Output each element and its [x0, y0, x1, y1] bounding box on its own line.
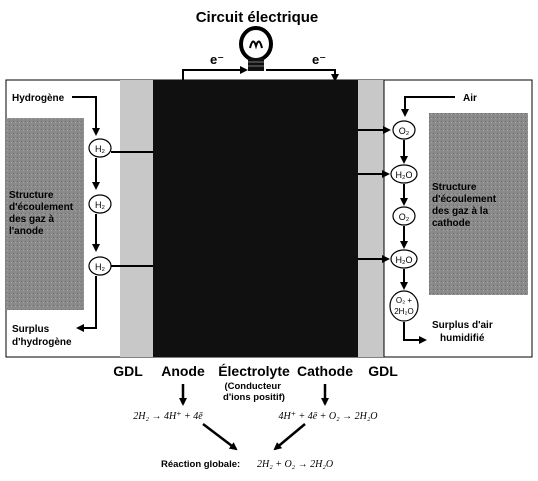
svg-text:O₂: O₂ [398, 212, 410, 222]
air-surplus-label: Surplus d'air humidifié [432, 320, 493, 344]
gdl-right-layer [358, 80, 384, 357]
h2-molecule [89, 195, 111, 213]
electron-label-left: e⁻ [210, 52, 225, 67]
svg-text:O₂: O₂ [398, 126, 410, 136]
svg-text:H₂: H₂ [95, 200, 105, 210]
svg-text:2H₂O: 2H₂O [394, 307, 414, 316]
anode-label: Anode [161, 363, 205, 379]
svg-text:H₂: H₂ [95, 144, 105, 154]
h2o-molecule [391, 250, 417, 268]
svg-text:O₂ +: O₂ + [395, 296, 413, 305]
circuit-title: Circuit électrique [195, 9, 319, 26]
o2-h2o-molecule [390, 291, 418, 321]
o2-molecule [393, 207, 415, 225]
cathode-flow-label: Structure d'écoulement des gaz à la cathode [432, 182, 497, 229]
electron-label-right: e⁻ [312, 52, 327, 67]
svg-text:H₂: H₂ [95, 262, 105, 272]
electrolyte-sublabel: (Conducteur d'ions positif) [223, 381, 285, 403]
hydrogen-surplus-label: Surplus d'hydrogène [12, 324, 72, 348]
gdl-left-label: GDL [113, 363, 143, 379]
hydrogen-label: Hydrogène [12, 93, 65, 104]
svg-text:H₂O: H₂O [395, 170, 413, 180]
global-reaction-label: Réaction globale: [161, 459, 241, 470]
light-bulb-icon [241, 28, 271, 71]
svg-text:H₂O: H₂O [395, 255, 413, 265]
mea-dark-block [153, 80, 358, 357]
external-circuit-wire [183, 70, 335, 80]
electrolyte-label: Électrolyte [218, 363, 290, 379]
global-reaction-equation: 2H₂ + O₂ → 2H₂O [257, 459, 334, 470]
anode-flow-label: Structure d'écoulement des gaz à l'anode [9, 190, 74, 237]
gdl-left-layer [120, 80, 153, 357]
gdl-right-label: GDL [368, 363, 398, 379]
anode-equation: 2H₂ → 4H⁺ + 4ē [133, 411, 203, 422]
o2-molecule [393, 121, 415, 139]
h2-molecule [89, 139, 111, 157]
h2o-molecule [391, 165, 417, 183]
cathode-equation: 4H⁺ + 4ē + O₂ → 2H₂O [278, 411, 378, 422]
h2-molecule [89, 257, 111, 275]
cathode-label: Cathode [297, 363, 353, 379]
air-label: Air [463, 93, 477, 104]
